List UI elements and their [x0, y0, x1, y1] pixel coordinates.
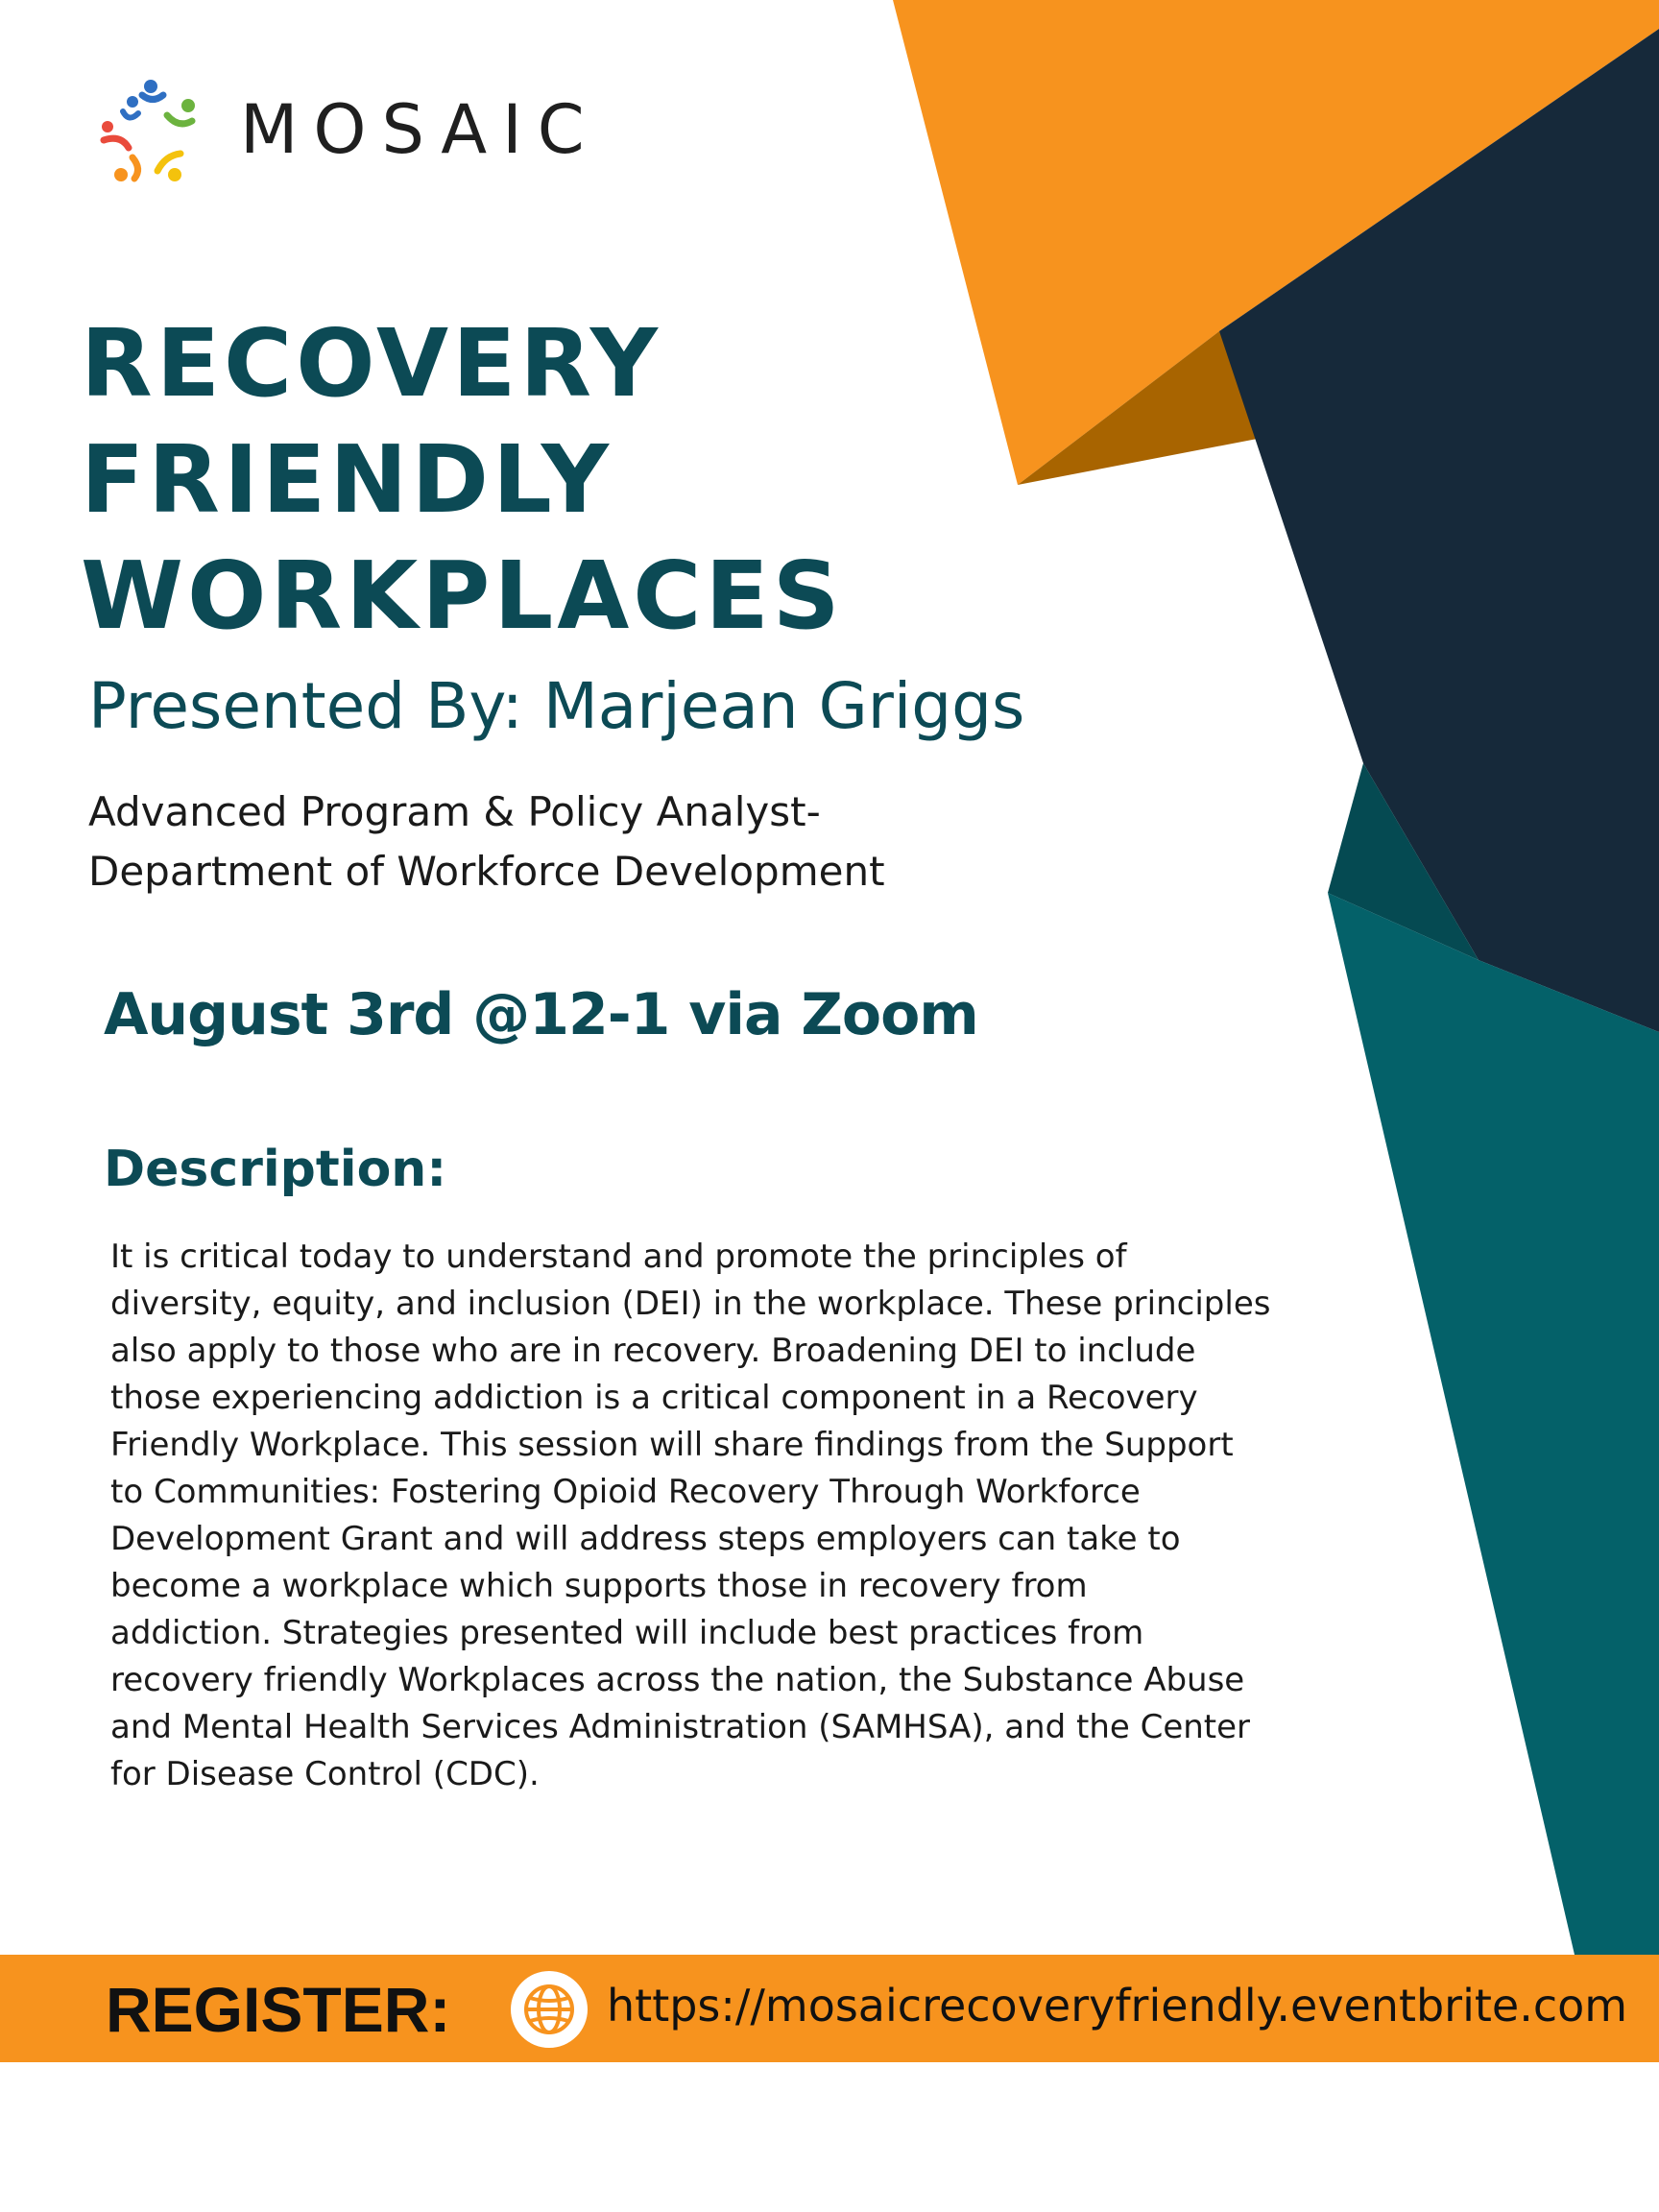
- description-line: and Mental Health Services Administration (SAMHSA), and the Center: [110, 1708, 1251, 1746]
- description-line: become a workplace which supports those in recovery from: [110, 1567, 1088, 1605]
- description-line: recovery friendly Workplaces across the nation, the Substance Abuse: [110, 1661, 1245, 1699]
- register-bar: [0, 1955, 1659, 2062]
- brand-name: MOSAIC: [240, 90, 600, 169]
- register-label: REGISTER:: [106, 1974, 451, 2045]
- description-line: those experiencing addiction is a critical component in a Recovery: [110, 1379, 1198, 1417]
- title-line: RECOVERY: [81, 309, 661, 418]
- role-line: Advanced Program & Policy Analyst-: [88, 788, 821, 835]
- globe-icon: [511, 1971, 588, 2048]
- presenter-line: Presented By: Marjean Griggs: [88, 669, 1025, 743]
- description-line: It is critical today to understand and promote the principles of: [110, 1238, 1127, 1276]
- description-line: to Communities: Fostering Opioid Recovery Through Workforce: [110, 1473, 1141, 1511]
- event-datetime: August 3rd @12-1 via Zoom: [104, 981, 978, 1048]
- register-link[interactable]: https://mosaicrecoveryfriendly.eventbrite.com: [607, 1980, 1628, 2032]
- role-line: Department of Workforce Development: [88, 848, 885, 895]
- mosaic-people-logo-icon: [100, 79, 205, 184]
- description-line: for Disease Control (CDC).: [110, 1755, 540, 1793]
- description-line: diversity, equity, and inclusion (DEI) in the workplace. These principles: [110, 1285, 1271, 1323]
- page-title: [81, 305, 844, 654]
- presenter-role: [88, 782, 885, 902]
- description-body: [110, 1234, 1296, 1798]
- description-line: Development Grant and will address steps employers can take to: [110, 1520, 1181, 1558]
- teal-shape: [1328, 893, 1659, 1955]
- description-line: Friendly Workplace. This session will share findings from the Support: [110, 1426, 1234, 1464]
- description-line: addiction. Strategies presented will include best practices from: [110, 1614, 1144, 1652]
- description-heading: Description:: [104, 1141, 447, 1198]
- description-line: also apply to those who are in recovery. Broadening DEI to include: [110, 1332, 1196, 1370]
- title-line: FRIENDLY: [81, 425, 613, 534]
- title-line: WORKPLACES: [81, 541, 844, 650]
